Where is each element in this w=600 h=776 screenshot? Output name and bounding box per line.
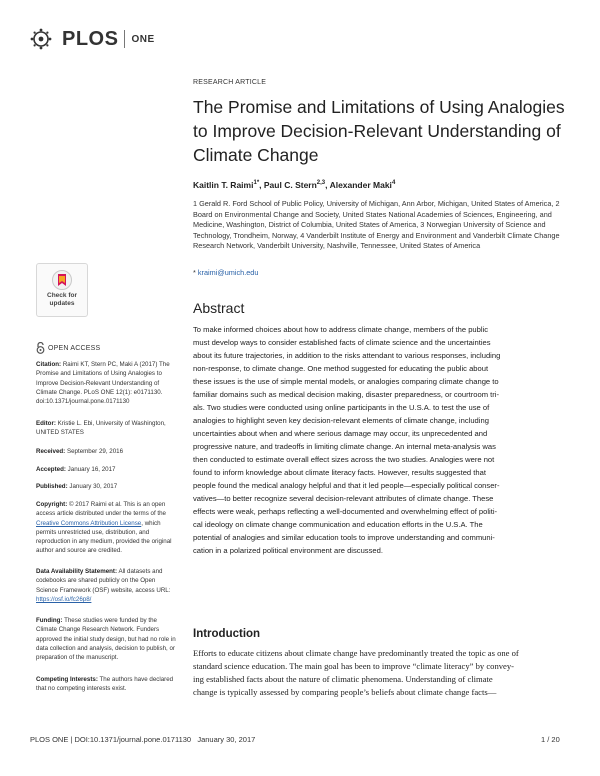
abstract-line: cal ideology on climate change communication and education efforts in the U.S.A. The: [193, 520, 483, 529]
abstract-line: uncertainties about when and where serious damage may occur, its unprecedented and: [193, 429, 488, 438]
license-link[interactable]: Creative Commons Attribution License: [36, 519, 142, 527]
check-label-line: updates: [49, 300, 75, 307]
abstract-line: these issues is the use of simple mental models, or analogies comparing climate change to: [193, 377, 499, 386]
data-availability-block: [36, 567, 178, 604]
plos-logo-mark-icon: [30, 28, 60, 50]
published-label: Published:: [36, 483, 68, 490]
check-for-updates-label: [37, 292, 87, 308]
abstract-line: must develop ways to consider established facts of climate science and the uncertainties: [193, 338, 491, 347]
open-lock-icon: [36, 342, 45, 354]
abstract-heading: Abstract: [193, 300, 245, 316]
citation-text: Raimi KT, Stern PC, Maki A (2017) The Promise and Limitations of Using Analogies to Improve Decision-Relevant Understanding of Climate Change. PLoS ONE 12(1): e0171130. doi:10.1371/journal.pone.0171130: [36, 361, 170, 406]
article-title: The Promise and Limitations of Using Analogies to Improve Decision-Relevant Understanding of Climate Change: [193, 97, 565, 165]
editor-text: Kristie L. Ebi, University of Washington, UNITED STATES: [36, 420, 166, 437]
bookmark-refresh-icon: [51, 270, 73, 290]
abstract-line: vatives—to better recognize several decision-relevant attributes of climate change. These: [193, 494, 494, 503]
editor-label: Editor:: [36, 420, 56, 427]
footer-citation: PLOS ONE | DOI:10.1371/journal.pone.0171130 January 30, 2017: [30, 735, 256, 744]
open-access-label: OPEN ACCESS: [48, 344, 101, 352]
published-block: [36, 482, 178, 491]
correspondence-email: [193, 268, 258, 277]
funding-block: [36, 616, 178, 662]
introduction-heading: Introduction: [193, 628, 261, 640]
funding-text: These studies were funded by the Climate Change Research Network. Funders approved the initial study design, but had no role in data collection and analysis, decision to publish, or preparation of the manuscript.: [36, 617, 176, 662]
received-label: Received:: [36, 448, 66, 455]
page-number: 1 / 20: [541, 735, 560, 744]
abstract-line: familiar domains such as medical decision making, disaster preparedness, or courtroom tri-: [193, 390, 499, 399]
author-affiliation-mark: 2,3: [316, 180, 326, 187]
data-availability-text: All datasets and codebooks are shared publicly on the Open Science Framework (OSF) website, access URL:: [36, 568, 171, 594]
check-for-updates-badge[interactable]: [36, 263, 88, 317]
accepted-block: [36, 465, 178, 474]
logo-journal-text: ONE: [131, 33, 155, 45]
article-type: RESEARCH ARTICLE: [193, 79, 267, 86]
abstract-line: potential of analogies and similar education tools to improve understanding and communi-: [193, 533, 495, 542]
email-link[interactable]: kraimi@umich.edu: [197, 268, 259, 277]
abstract-line: non-response, to climate change. One method suggested for educating the public about: [193, 364, 489, 373]
intro-line: ing established facts about the nature of climatic phenomena. Understanding of climate: [193, 674, 493, 685]
author-name[interactable]: Kaitlin T. Raimi: [193, 180, 254, 190]
affiliations: 1 Gerald R. Ford School of Public Policy, University of Michigan, Ann Arbor, Michigan, United States of America, 2 Board on Environmental Change and Society, United States National Academies of Sciences, Engineering, and Medicine, Washington, District of Columbia, United States of America, 3 Norwegian University of Science and Technology, Trondheim, Norway, 4 Vanderbilt Institute of Energy and Environment and Vanderbilt Climate Change Research Network, Vanderbilt University, Nashville, Tennessee, United States of America: [193, 199, 560, 251]
abstract-line: als. Two studies were conducted using online participants in the U.S.A. to test the use of: [193, 403, 490, 412]
abstract-line: progressive nature, and tradeoffs in limiting climate change. An internal meta-analysis was: [193, 442, 496, 451]
citation-label: Citation:: [36, 361, 62, 368]
editor-block: [36, 419, 178, 438]
funding-label: Funding:: [36, 617, 63, 624]
author-affiliation-mark: 4: [391, 180, 396, 187]
accepted-date: January 16, 2017: [67, 466, 116, 473]
author-affiliation-mark: 1: [253, 180, 257, 187]
intro-line: Efforts to educate citizens about climate change have predominantly treated the topic as one of: [193, 648, 519, 658]
author-name[interactable]: Alexander Maki: [329, 180, 392, 190]
abstract-line: then conducted to estimate overall effect sizes across the two studies. Analogies were not: [193, 455, 495, 464]
corresponding-mark: *: [256, 180, 260, 187]
plos-one-logo: [30, 26, 155, 52]
abstract-line: cation in a polarized political environment are discussed.: [193, 546, 383, 555]
intro-line: change is typically assessed by comparing people’s beliefs about climate change facts—: [193, 687, 497, 698]
accepted-label: Accepted:: [36, 466, 66, 473]
copyright-label: Copyright:: [36, 501, 68, 508]
author-list: Kaitlin T. Raimi$^{1*}$, Paul C. Stern$^{2,3}$, Alexander Maki$^4$: [193, 180, 396, 190]
copyright-block: [36, 500, 178, 556]
abstract-line: about its future trajectories, in addition to the risks attendant to various responses, including: [193, 351, 501, 360]
copyright-text: © 2017 Raimi et al. This is an open access article distributed under the terms of the: [36, 501, 167, 518]
data-availability-label: Data Availability Statement:: [36, 568, 118, 575]
open-access-badge: [36, 342, 100, 354]
copyright-text-end: , which permits unrestricted use, distribution, and reproduction in any medium, provided the original author and source are credited.: [36, 519, 172, 555]
osf-link[interactable]: https://osf.io/fc26p8/: [36, 595, 92, 603]
introduction-body: [193, 647, 581, 699]
abstract-line: found to inform knowledge about climate literacy facts. However, results suggested that: [193, 468, 486, 477]
logo-plos-text: PLOS: [62, 27, 119, 50]
abstract-line: analogies to highlight seven key decision-relevant elements of climate change, including: [193, 416, 489, 425]
abstract-line: effects were weak, perhaps reflecting a well-documented and overwhelming effect of politi-: [193, 507, 498, 516]
intro-line: standard science education. The main goal has been to improve “climate literacy” by convey-: [193, 661, 515, 672]
competing-interests-text: The authors have declared that no competing interests exist.: [36, 676, 174, 693]
citation-block: [36, 360, 178, 406]
abstract-line: To make informed choices about how to address climate change, members of the public: [193, 325, 489, 334]
logo-divider: [124, 30, 125, 48]
published-date: January 30, 2017: [69, 483, 118, 490]
competing-interests-block: [36, 675, 178, 694]
author-name[interactable]: Paul C. Stern: [263, 180, 317, 190]
competing-interests-label: Competing Interests:: [36, 676, 98, 683]
received-date: September 29, 2016: [66, 448, 124, 455]
corresponding-star: *: [193, 268, 196, 277]
abstract-line: people found the medical analogy helpful and that it led people—especially political conser-: [193, 481, 500, 490]
received-block: [36, 447, 178, 456]
abstract-body: [193, 323, 581, 557]
check-label-line: Check for: [47, 292, 77, 299]
